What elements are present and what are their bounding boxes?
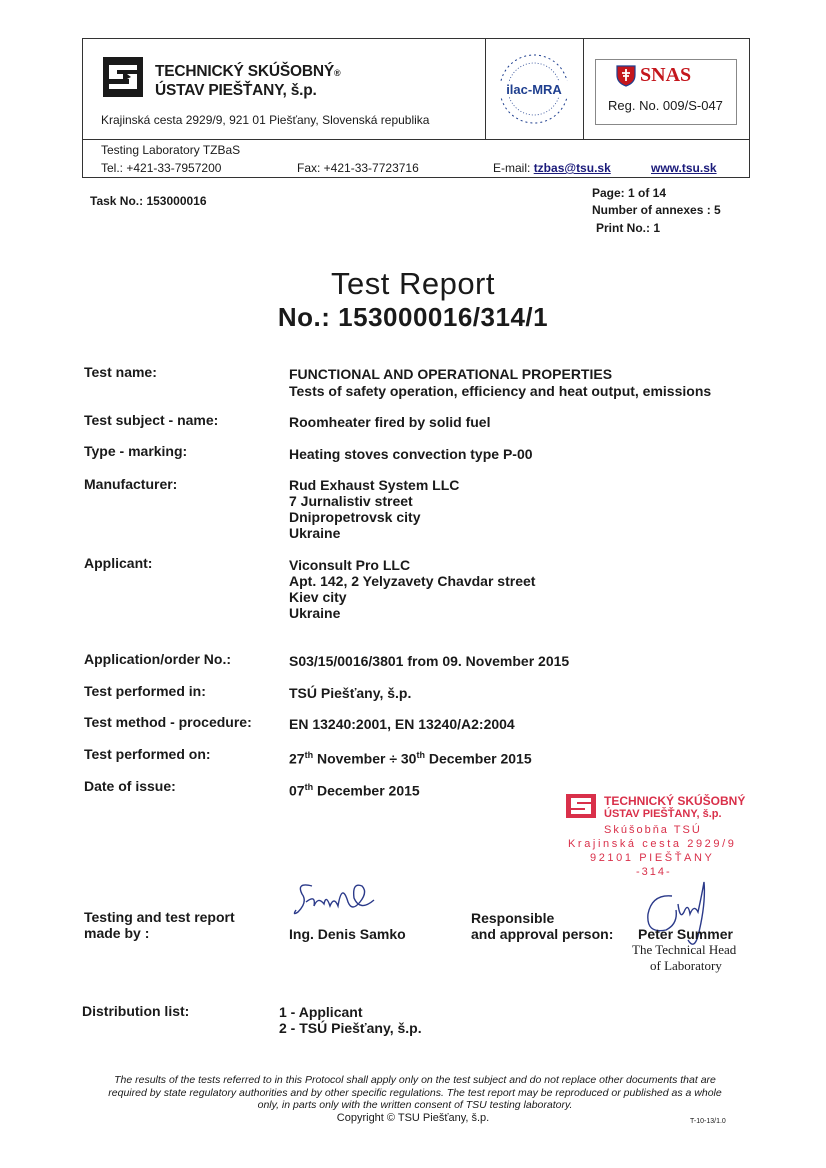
org-name-line2: ÚSTAV PIEŠŤANY, š.p. <box>155 82 317 99</box>
order-number-label: Application/order No.: <box>84 651 231 667</box>
made-by-label-line2: made by : <box>84 925 150 941</box>
email-label: E-mail: <box>493 161 531 175</box>
form-code: T-10-13/1.0 <box>690 1118 726 1125</box>
ilac-text: ilac-MRA <box>506 82 562 97</box>
report-number: No.: 153000016/314/1 <box>277 302 549 332</box>
applicant-line: Apt. 142, 2 Yelyzavety Chavdar street <box>289 573 536 589</box>
made-by-label-line1: Testing and test report <box>84 909 235 925</box>
slovak-shield-icon <box>616 65 636 87</box>
org-name-line1: TECHNICKÝ SKÚŠOBNÝ® <box>155 63 341 80</box>
manufacturer-line: Rud Exhaust System LLC <box>289 477 460 493</box>
type-marking-value: Heating stoves convection type P-00 <box>289 446 533 462</box>
stamp-logo-icon <box>566 794 596 818</box>
responsible-title-line2: of Laboratory <box>650 958 722 973</box>
test-subject-label: Test subject - name: <box>84 412 219 428</box>
telephone: Tel.: +421-33-7957200 <box>101 161 222 175</box>
page-number: Page: 1 of 14 <box>592 186 667 200</box>
responsible-name: Peter Summer <box>638 926 733 942</box>
responsible-label-line1: Responsible <box>471 910 555 926</box>
signature-samko <box>290 872 390 924</box>
disclaimer: The results of the tests referred to in this Protocol shall apply only on the test subject and do not replace other documents that are required by state regulatory authorities and by other specific regulations. The test report may be reproduced or published as a whole only, in parts only with the written consent of TSU testing laboratory. <box>108 1074 722 1111</box>
manufacturer-line: Dnipropetrovsk city <box>289 509 421 525</box>
email <box>493 161 611 175</box>
snas-box <box>595 59 737 125</box>
responsible-label-line2: and approval person: <box>471 926 614 942</box>
task-number: Task No.: 153000016 <box>90 194 207 208</box>
tsu-logo-icon <box>103 57 143 97</box>
performed-in-label: Test performed in: <box>84 683 206 699</box>
stamp-line1: TECHNICKÝ SKÚŠOBNÝ <box>604 794 746 808</box>
lab-name: Testing Laboratory TZBaS <box>101 143 241 157</box>
email-link[interactable]: tzbas@tsu.sk <box>533 161 611 175</box>
test-name-label: Test name: <box>84 364 157 380</box>
stamp-line6: -314- <box>636 866 672 878</box>
stamp-line3: Skúšobňa TSÚ <box>604 824 702 836</box>
date-of-issue-value: 07th December 2015 <box>289 782 420 799</box>
letterhead <box>82 38 750 178</box>
performed-on-label: Test performed on: <box>84 746 211 762</box>
type-marking-label: Type - marking: <box>84 443 188 459</box>
fax: Fax: +421-33-7723716 <box>297 161 419 175</box>
applicant-line: Kiev city <box>289 589 347 605</box>
stamp-line2: ÚSTAV PIEŠŤANY, š.p. <box>604 808 722 820</box>
website-link[interactable]: www.tsu.sk <box>651 161 717 175</box>
date-of-issue-label: Date of issue: <box>84 778 176 794</box>
snas-title: SNAS <box>640 64 692 86</box>
website <box>651 161 717 175</box>
print-number: Print No.: 1 <box>596 221 661 235</box>
manufacturer-line: 7 Jurnalistiv street <box>289 493 413 509</box>
performed-on-value: 27th November ÷ 30th December 2015 <box>289 750 532 767</box>
divider <box>583 39 584 139</box>
manufacturer-line: Ukraine <box>289 525 341 541</box>
test-name-line2: Tests of safety operation, efficiency and heat output, emissions <box>289 383 712 399</box>
test-name-line1: FUNCTIONAL AND OPERATIONAL PROPERTIES <box>289 366 613 382</box>
distribution-item: 1 - Applicant <box>279 1004 363 1020</box>
performed-in-value: TSÚ Piešťany, š.p. <box>289 685 412 701</box>
applicant-line: Ukraine <box>289 605 341 621</box>
test-method-value: EN 13240:2001, EN 13240/A2:2004 <box>289 716 515 732</box>
copyright: Copyright © TSU Piešťany, š.p. <box>336 1112 490 1124</box>
distribution-item: 2 - TSÚ Piešťany, š.p. <box>279 1020 422 1036</box>
responsible-title-line1: The Technical Head <box>632 942 737 957</box>
ilac-mra-logo <box>489 45 579 133</box>
divider <box>485 39 486 139</box>
manufacturer-label: Manufacturer: <box>84 476 178 492</box>
made-by-name: Ing. Denis Samko <box>289 926 406 942</box>
stamp-line4: Krajinská cesta 2929/9 <box>568 838 737 850</box>
applicant-label: Applicant: <box>84 555 153 571</box>
order-number-value: S03/15/0016/3801 from 09. November 2015 <box>289 653 570 669</box>
stamp-line5: 92101 PIEŠŤANY <box>590 852 715 864</box>
report-title: Test Report <box>330 266 495 301</box>
test-method-label: Test method - procedure: <box>84 714 252 730</box>
applicant-line: Viconsult Pro LLC <box>289 557 411 573</box>
distribution-label: Distribution list: <box>82 1003 190 1019</box>
number-of-annexes: Number of annexes : 5 <box>592 203 721 217</box>
snas-registration: Reg. No. 009/S-047 <box>608 98 723 113</box>
org-address: Krajinská cesta 2929/9, 921 01 Piešťany, Slovenská republika <box>101 113 430 127</box>
test-subject-value: Roomheater fired by solid fuel <box>289 414 491 430</box>
